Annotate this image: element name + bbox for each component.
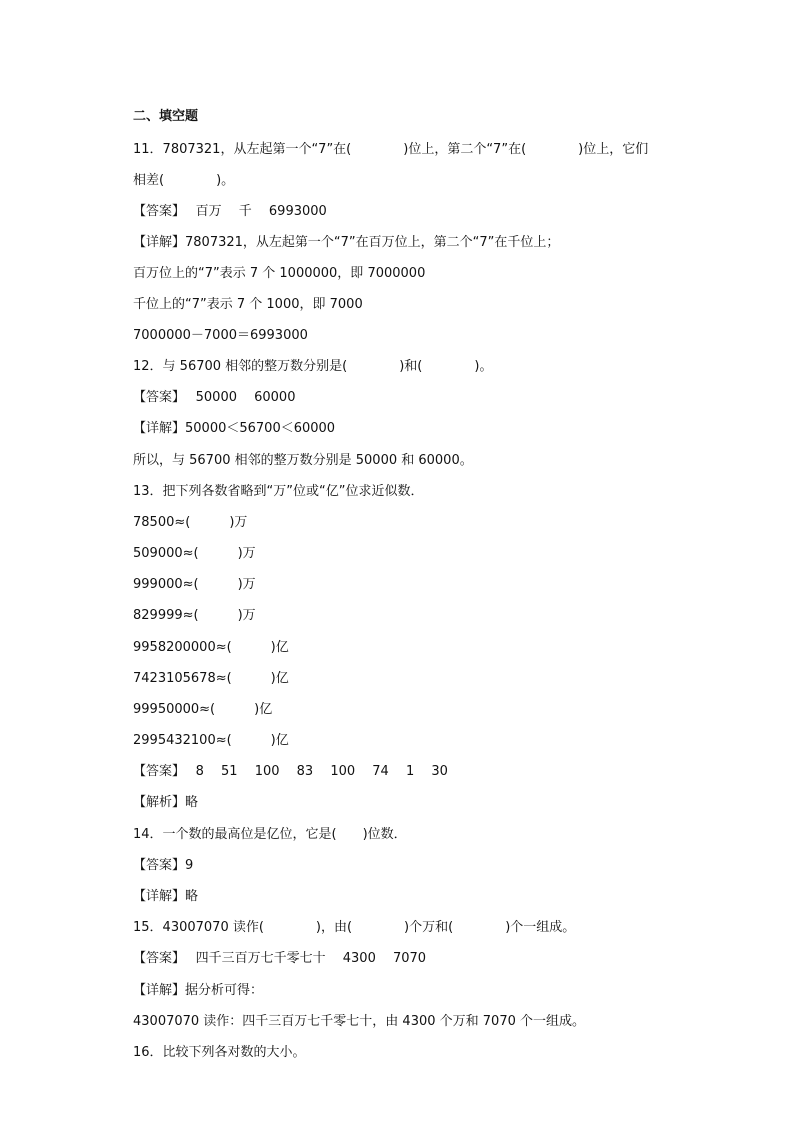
answer-11: 【答案】 百万 千 6993000 (133, 204, 327, 219)
detail-15: 【详解】据分析可得： (133, 983, 264, 998)
answer-15: 【答案】 四千三百万七千零七十 4300 7070 (133, 951, 427, 966)
detail-14: 【详解】略 (133, 889, 199, 904)
detail-15-line2: 43007070 读作：四千三百万七千零七十，由 4300 个万和 7070 个一组成。 (133, 1014, 585, 1029)
answer-13: 【答案】 8 51 100 83 100 74 1 30 (133, 764, 448, 779)
question-16: 16．比较下列各对数的大小。 (133, 1045, 306, 1060)
detail-11-line4: 7000000－7000＝6993000 (133, 328, 308, 343)
answer-14: 【答案】9 (133, 858, 194, 873)
answer-12: 【答案】 50000 60000 (133, 390, 296, 405)
question-12: 12．与 56700 相邻的整万数分别是( )和( )。 (133, 359, 493, 374)
question-13-item: 2995432100≈( )亿 (133, 733, 289, 748)
question-13-item: 509000≈( )万 (133, 546, 256, 561)
question-11: 11．7807321，从左起第一个“7”在( )位上，第二个“7”在( )位上，它们 (133, 142, 649, 157)
question-11-cont: 相差( )。 (133, 173, 235, 188)
detail-12: 【详解】50000＜56700＜60000 (133, 421, 336, 436)
question-15: 15．43007070 读作( )，由( )个万和( )个一组成。 (133, 920, 576, 935)
question-13: 13．把下列各数省略到“万”位或“亿”位求近似数． (133, 484, 424, 499)
question-13-item: 9958200000≈( )亿 (133, 640, 289, 655)
question-14: 14．一个数的最高位是亿位，它是( )位数． (133, 827, 407, 842)
detail-11: 【详解】7807321，从左起第一个“7”在百万位上，第二个“7”在千位上； (133, 235, 560, 250)
detail-11-line3: 千位上的“7”表示 7 个 1000，即 7000 (133, 297, 363, 312)
section-title: 二、填空题 (133, 109, 199, 124)
question-13-item: 829999≈( )万 (133, 608, 256, 623)
question-13-item: 7423105678≈( )亿 (133, 671, 289, 686)
detail-11-line2: 百万位上的“7”表示 7 个 1000000，即 7000000 (133, 266, 426, 281)
question-13-item: 78500≈( )万 (133, 515, 248, 530)
question-13-item: 999000≈( )万 (133, 577, 256, 592)
detail-12-line2: 所以，与 56700 相邻的整万数分别是 50000 和 60000。 (133, 453, 473, 468)
analysis-13: 【解析】略 (133, 795, 199, 810)
question-13-item: 99950000≈( )亿 (133, 702, 273, 717)
